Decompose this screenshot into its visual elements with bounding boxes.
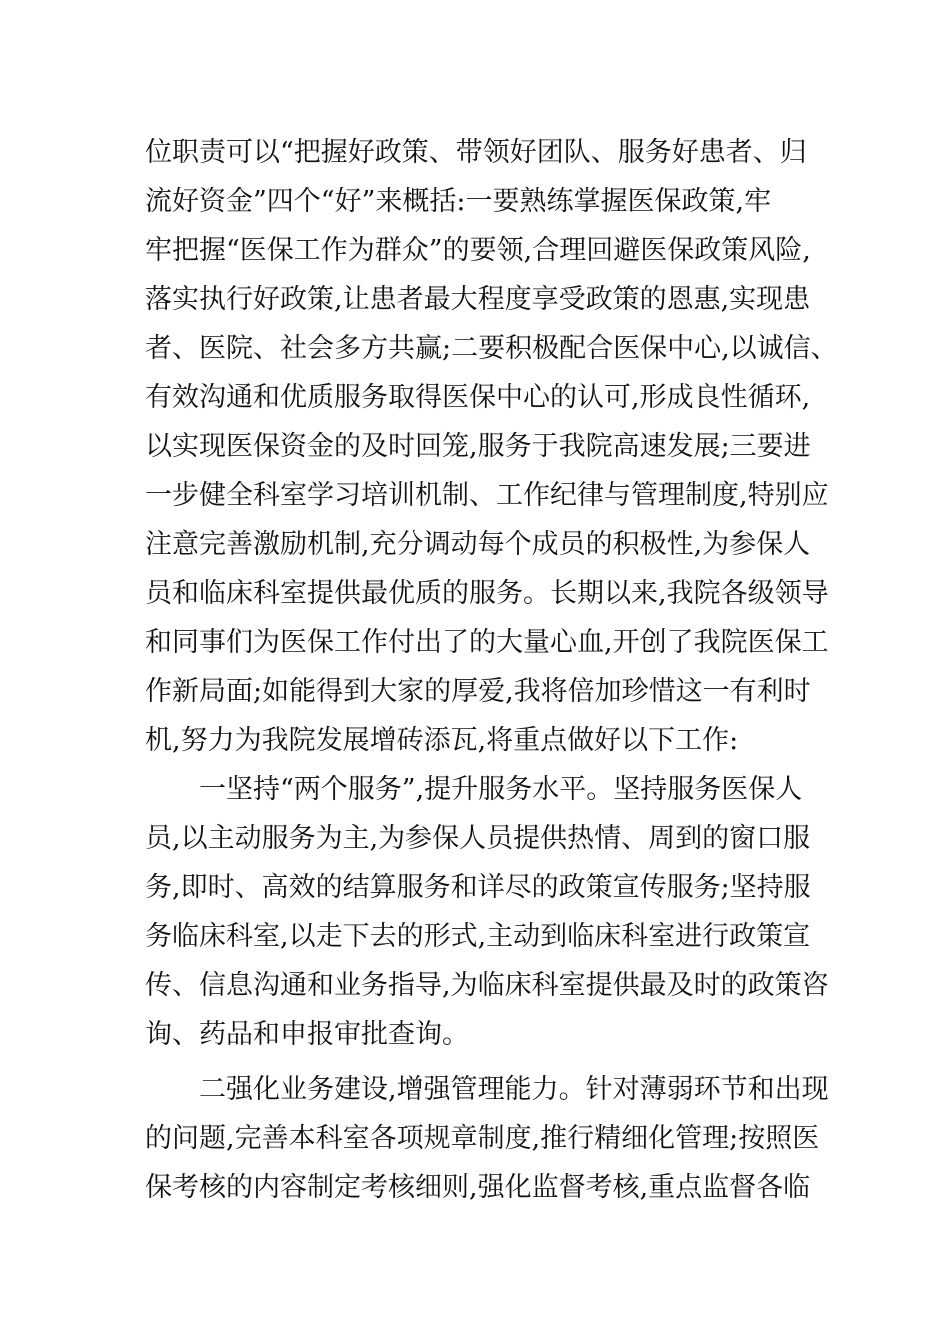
text-line: 二强化业务建设,增强管理能力。针对薄弱环节和出现: [199, 1074, 829, 1105]
text-line: 有效沟通和优质服务取得医保中心的认可,形成良性循环,: [145, 382, 811, 413]
text-line: 询、药品和申报审批查询。: [145, 1019, 469, 1050]
text-line: 务,即时、高效的结算服务和详尽的政策宣传服务;坚持服: [145, 872, 811, 903]
text-line: 作新局面;如能得到大家的厚爱,我将倍加珍惜这一有利时: [145, 676, 811, 707]
text-line: 牢把握“医保工作为群众”的要领,合理回避医保政策风险,: [145, 235, 811, 266]
text-line: 的问题,完善本科室各项规章制度,推行精细化管理;按照医: [145, 1123, 820, 1154]
text-line: 传、信息沟通和业务指导,为临床科室提供最及时的政策咨: [145, 970, 829, 1001]
text-line: 和同事们为医保工作付出了的大量心血,开创了我院医保工: [145, 627, 829, 658]
text-line: 保考核的内容制定考核细则,强化监督考核,重点监督各临: [145, 1172, 811, 1203]
text-line: 机,努力为我院发展增砖添瓦,将重点做好以下工作:: [145, 725, 739, 756]
text-line: 流好资金”四个“好”来概括:一要熟练掌握医保政策,牢: [145, 186, 772, 217]
text-line: 以实现医保资金的及时回笼,服务于我院高速发展;三要进: [145, 431, 811, 462]
text-line: 者、医院、社会多方共赢;二要积极配合医保中心,以诚信、: [145, 333, 838, 364]
paragraph-3: [145, 1065, 829, 1212]
text-line: 员,以主动服务为主,为参保人员提供热情、周到的窗口服: [145, 823, 811, 854]
text-line: 务临床科室,以走下去的形式,主动到临床科室进行政策宣: [145, 921, 811, 952]
text-line: 位职责可以“把握好政策、带领好团队、服务好患者、归: [145, 137, 807, 168]
body-text: [145, 128, 838, 1212]
text-line: 一步健全科室学习培训机制、工作纪律与管理制度,特别应: [145, 480, 829, 511]
text-line: 注意完善激励机制,充分调动每个成员的积极性,为参保人: [145, 529, 811, 560]
text-line: 一坚持“两个服务”,提升服务水平。坚持服务医保人: [199, 774, 803, 805]
paragraph-1: [145, 128, 838, 765]
text-line: 员和临床科室提供最优质的服务。长期以来,我院各级领导: [145, 578, 829, 609]
text-line: 落实执行好政策,让患者最大程度享受政策的恩惠,实现患: [145, 284, 811, 315]
paragraph-2: [145, 765, 829, 1059]
